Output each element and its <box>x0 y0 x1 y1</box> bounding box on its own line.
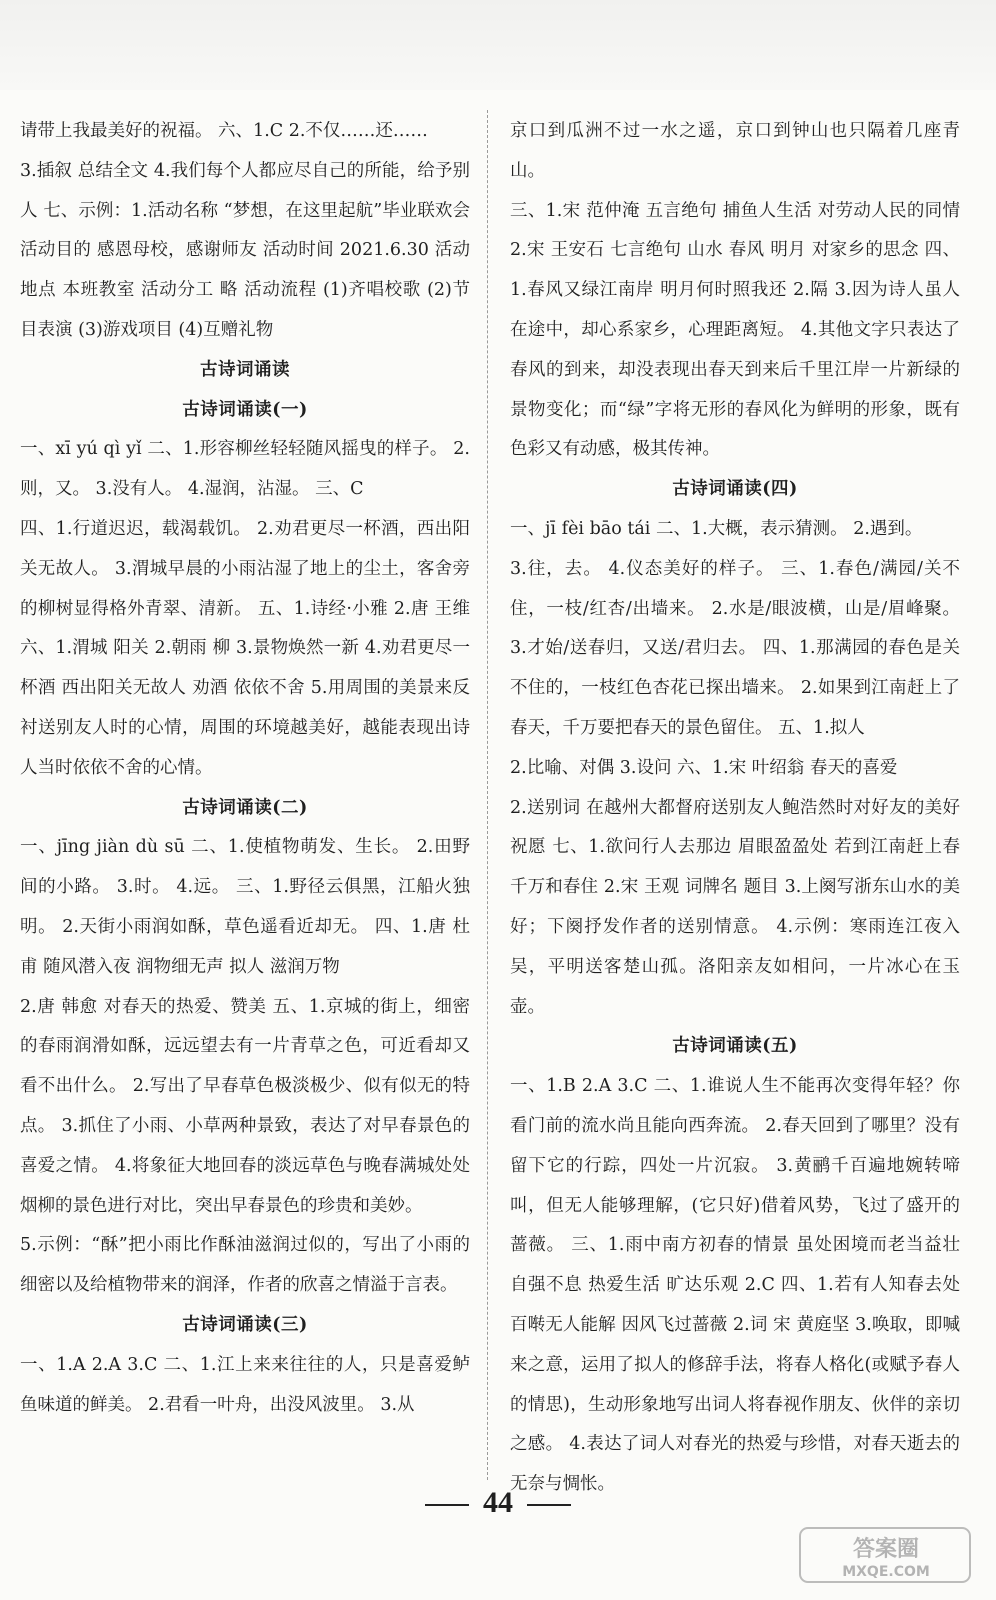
right-answer-column <box>510 112 960 1505</box>
svg-text:答案圈: 答案圈 <box>852 1537 920 1562</box>
scan-top-shadow <box>0 0 996 90</box>
answer-paragraph: 四、1.行道迟迟，载渴载饥。 2.劝君更尽一杯酒，西出阳关无故人。 3.渭城早晨的小雨沾湿了地上的尘土，客舍旁的柳树显得格外青翠、清新。 五、1.诗经·小雅 2.唐 王维 六、1.渭城 阳关 2.朝雨 柳 3.景物焕然一新 4.劝君更尽一杯酒 西出阳关无故人 劝酒 依依不舍 5.用周围的美景来反衬送别友人时的心情，周围的环境越美好，越能表现出诗人当时依依不舍的心情。 <box>20 518 470 778</box>
answer-paragraph: 京口到瓜洲不过一水之遥，京口到钟山也只隔着几座青山。 <box>510 121 960 181</box>
answer-paragraph: 2.比喻、对偶 3.设问 六、1.宋 叶绍翁 春天的喜爱 <box>510 757 898 778</box>
answer-paragraph: 2.送别词 在越州大都督府送别友人鲍浩然时对好友的美好祝愿 七、1.欲问行人去那边 眉眼盈盈处 若到江南赶上春 千万和春住 2.宋 王观 词牌名 题目 3.上阕写浙东山水的美好；下阕抒发作者的送别情意。 4.示例：寒雨连江夜入吴，平明送客楚山孤。洛阳亲友如相问，一片冰心在玉壶。 <box>510 797 960 1017</box>
column-divider <box>487 110 488 1480</box>
answer-paragraph: 请带上我最美好的祝福。 六、1.C 2.不仅……还…… <box>20 121 428 141</box>
section-heading: 古诗词诵读(二) <box>182 797 308 818</box>
svg-text:MXQE.COM: MXQE.COM <box>842 1564 930 1580</box>
answer-paragraph: 一、jīng jiàn dù sū 二、1.使植物萌发、生长。 2.田野间的小路。 3.时。 4.远。 三、1.野径云俱黑，江船火独明。 2.天街小雨润如酥，草色遥看近却无。 四、1.唐 杜甫 随风潜入夜 润物细无声 拟人 滋润万物 <box>20 837 470 977</box>
answer-paragraph: 一、1.A 2.A 3.C 二、1.江上来来往往的人，只是喜爱鲈鱼味道的鲜美。 2.君看一叶舟，出没风波里。 3.从 <box>20 1354 470 1415</box>
answer-paragraph: 2.唐 韩愈 对春天的热爱、赞美 五、1.京城的街上，细密的春雨润滑如酥，远远望去有一片青草之色，可近看却又看不出什么。 2.写出了早春草色极淡极少、似有似无的特点。 3.抓住了小雨、小草两种景致，表达了对早春景色的喜爱之情。 4.将象征大地回春的淡远草色与晚春满城处处烟柳的景色进行对比，突出早春景色的珍贵和美妙。 <box>20 996 470 1216</box>
watermark-logo <box>798 1522 978 1586</box>
section-heading: 古诗词诵读(五) <box>672 1036 798 1057</box>
answer-paragraph: 3.往，去。 4.仪态美好的样子。 三、1.春色/满园/关不住，一枝/红杏/出墙来。 2.水是/眼波横，山是/眉峰聚。 3.才始/送春归，又送/君归去。 四、1.那满园的春色是关不住的，一枝红色杏花已探出墙来。 2.如果到江南赶上了春天，千万要把春天的景色留住。 五、1.拟人 <box>510 558 960 738</box>
section-heading: 古诗词诵读(一) <box>182 399 308 420</box>
answer-paragraph: 5.示例：“酥”把小雨比作酥油滋润过似的，写出了小雨的细密以及给植物带来的润泽，作者的欣喜之情溢于言表。 <box>20 1235 470 1296</box>
section-heading: 古诗词诵读(四) <box>672 479 798 500</box>
footer-dash-right <box>527 1504 571 1506</box>
footer-dash-left <box>425 1504 469 1506</box>
answer-paragraph: 3.插叙 总结全文 4.我们每个人都应尽自己的所能，给予别人 七、示例：1.活动名称 “梦想，在这里起航”毕业联欢会 活动目的 感恩母校，感谢师友 活动时间 2021.6.30 活动地点 本班教室 活动分工 略 活动流程 (1)齐唱校歌 (2)节目表演 (3)游戏项目 (4)互赠礼物 <box>20 160 470 340</box>
answer-paragraph: 一、1.B 2.A 3.C 二、1.谁说人生不能再次变得年轻？你看门前的流水尚且能向西奔流。 2.春天回到了哪里？没有留下它的行踪，四处一片沉寂。 3.黄鹂千百遍地婉转啼叫，但无人能够理解，(它只好)借着风势，飞过了盛开的蔷薇。 三、1.雨中南方初春的情景 虽处困境而老当益壮 自强不息 热爱生活 旷达乐观 2.C 四、1.若有人知春去处 百啭无人能解 因风飞过蔷薇 2.词 宋 黄庭坚 3.唤取，即喊来之意，运用了拟人的修辞手法，将春人格化(或赋予春人的情思)，生动形象地写出词人将春视作朋友、伙伴的亲切之感。 4.表达了词人对春光的热爱与珍惜，对春天逝去的无奈与惆怅。 <box>510 1076 960 1495</box>
section-heading: 古诗词诵读 <box>200 359 290 380</box>
answer-paragraph: 一、jī fèi bāo tái 二、1.大概，表示猜测。 2.遇到。 <box>510 518 923 539</box>
page-number: 44 <box>483 1486 513 1519</box>
section-heading: 古诗词诵读(三) <box>182 1314 308 1335</box>
answer-paragraph: 三、1.宋 范仲淹 五言绝句 捕鱼人生活 对劳动人民的同情 2.宋 王安石 七言绝句 山水 春风 明月 对家乡的思念 四、1.春风又绿江南岸 明月何时照我还 2.隔 3.因为诗人虽人在途中，却心系家乡，心理距离短。 4.其他文字只表达了春风的到来，却没表现出春天到来后千里江岸一片新绿的景物变化；而“绿”字将无形的春风化为鲜明的形象，既有色彩又有动感，极其传神。 <box>510 200 960 460</box>
left-answer-column <box>20 112 470 1425</box>
page-number-footer <box>0 1486 996 1520</box>
answer-paragraph: 一、xī yú qì yǐ 二、1.形容柳丝轻轻随风摇曳的样子。 2.则，又。 3.没有人。 4.湿润，沾湿。 三、C <box>20 439 470 500</box>
